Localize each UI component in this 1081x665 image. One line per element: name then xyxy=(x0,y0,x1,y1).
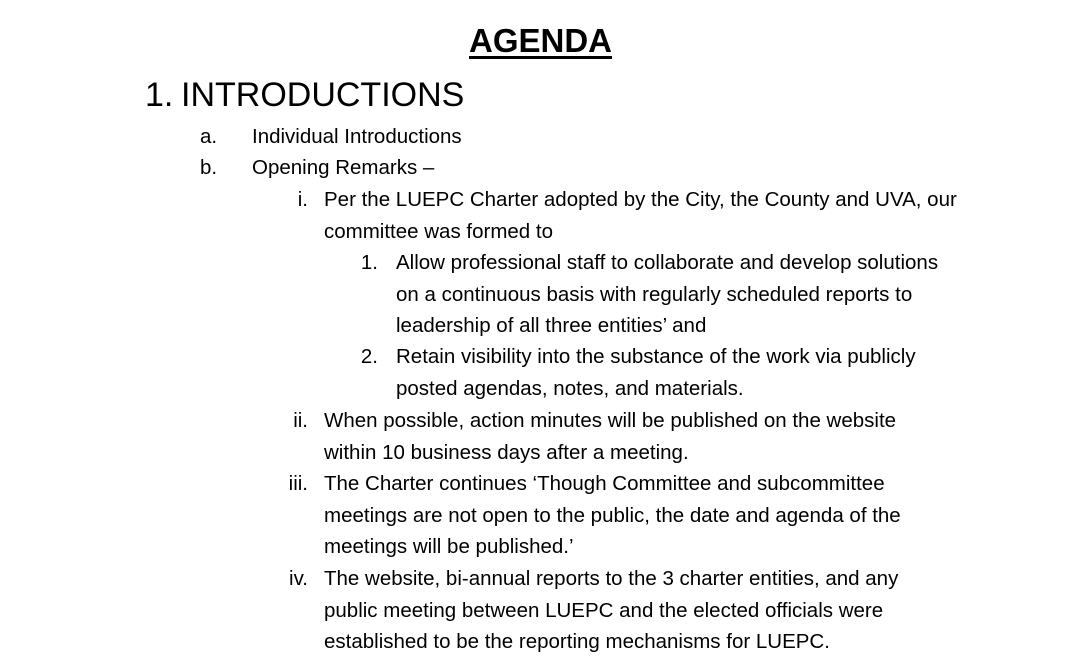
list-item-a xyxy=(200,121,1012,153)
list-item-text: The website, bi-annual reports to the 3 charter entities, and any public meeting between LUEPC and the elected officials were established to be the reporting mechanisms for LUEPC. xyxy=(324,567,899,653)
list-item-text: Retain visibility into the substance of the work via publicly posted agendas, notes, and materials. xyxy=(396,345,916,400)
list-item-iv xyxy=(289,563,954,658)
title-text: AGENDA xyxy=(468,22,612,59)
list-item-i xyxy=(297,184,964,247)
list-item-text: The Charter continues ‘Though Committee and subcommittee meetings are not open to the public, the date and agenda of the meetings will be published.’ xyxy=(324,472,901,558)
list-marker: b. xyxy=(200,156,218,179)
list-item-i-2 xyxy=(360,341,976,404)
page-title xyxy=(0,20,1081,62)
list-item-text: Allow professional staff to collaborate and develop solutions on a continuous basis with regularly scheduled reports to leadership of all three entities’ and xyxy=(396,251,939,337)
list-item-iii xyxy=(288,468,954,563)
section-heading xyxy=(145,74,464,116)
section-number: 1. xyxy=(145,76,174,114)
list-item-i-1 xyxy=(360,247,951,342)
list-marker: i. xyxy=(297,188,308,211)
list-item-ii xyxy=(293,405,954,468)
list-marker: ii. xyxy=(293,409,308,432)
list-marker: iv. xyxy=(289,567,308,590)
list-marker: iii. xyxy=(288,472,308,495)
list-item-text: Opening Remarks – xyxy=(252,156,435,179)
list-marker: 1. xyxy=(360,251,378,274)
list-item-text: Individual Introductions xyxy=(252,125,462,148)
list-item-text: When possible, action minutes will be published on the website within 10 business days after a meeting. xyxy=(324,409,897,464)
list-marker: a. xyxy=(200,125,218,148)
list-marker: 2. xyxy=(360,345,378,368)
list-item-text: Per the LUEPC Charter adopted by the City, the County and UVA, our committee was formed to xyxy=(324,188,957,243)
section-title: INTRODUCTIONS xyxy=(181,76,465,114)
list-item-b xyxy=(200,152,1012,184)
